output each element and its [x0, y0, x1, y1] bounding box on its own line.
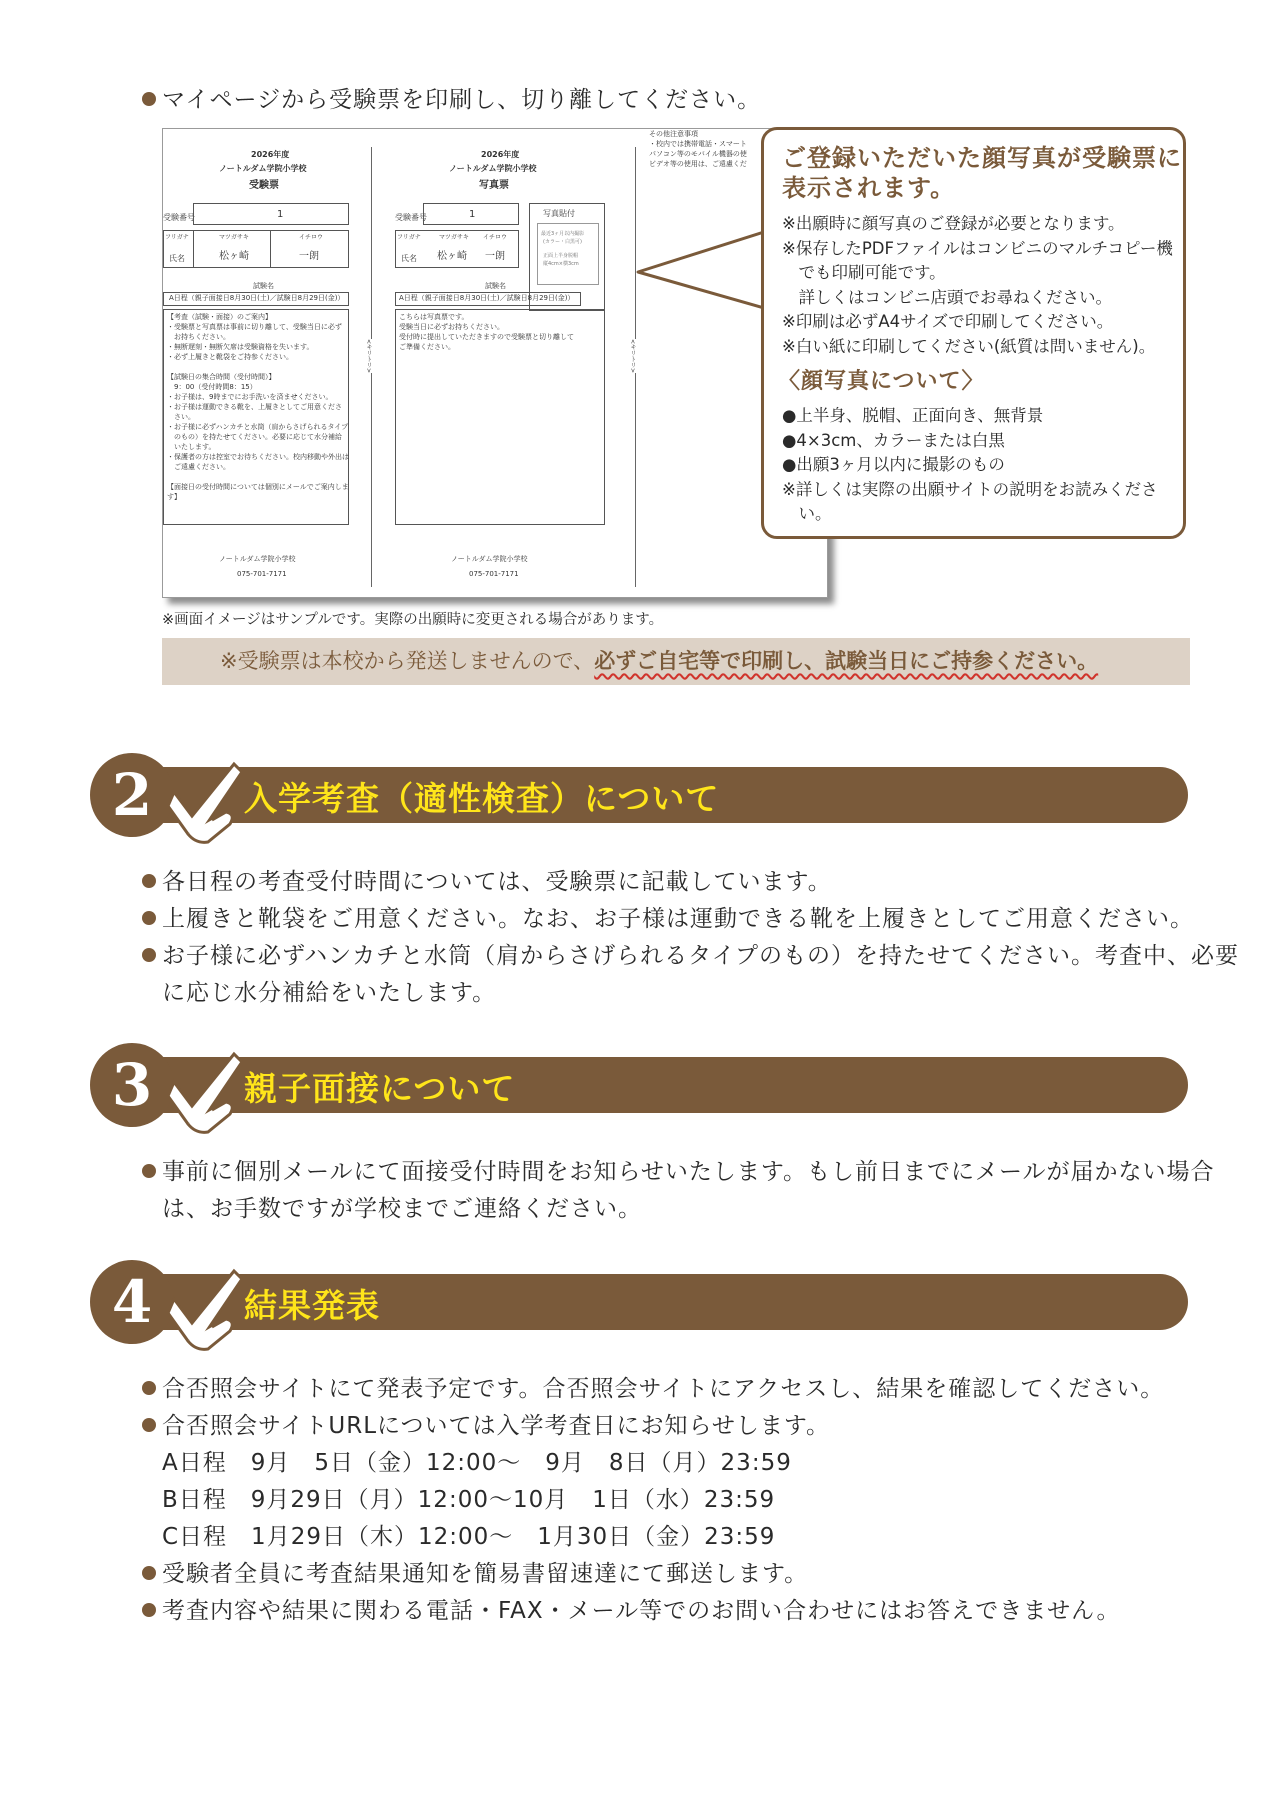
text-line: 【試験日の集合時間（受付時間）】: [167, 373, 276, 381]
bullet-dot-icon: [142, 911, 156, 925]
list-item: お子様に必ずハンカチと水筒（肩からさげられるタイプのもの）を持たせてください。考査中、必要: [142, 938, 1239, 975]
checkmark-hand-icon: [168, 1048, 246, 1138]
list-item: 受験者全員に考査結果通知を簡易書留速達にて郵送します。: [142, 1556, 808, 1593]
text-line: こちらは写真票です。: [399, 313, 469, 321]
text-line: 受付時に提出していただきますので受験票と切り離して: [399, 333, 574, 341]
text-line: その他注意事項: [649, 130, 698, 138]
text-line: ●出願3ヶ月以内に撮影のもの: [782, 455, 1005, 474]
text-line: ●4×3cm、カラーまたは白黒: [782, 430, 1005, 450]
ticket-school: ノートルダム学院小学校: [219, 164, 307, 173]
notice-text-emphasis: 必ずご自宅等で印刷し、試験当日にご持参ください。: [594, 649, 1099, 673]
schedule-a: A日程 9月 5日（金）12:00～ 9月 8日（月）23:59: [162, 1450, 792, 1476]
ticket-num-label: 受験番号: [163, 213, 195, 222]
list-item: 各日程の考査受付時間については、受験票に記載しています。: [142, 864, 832, 901]
ticket-year: 2026年度: [251, 150, 290, 159]
text-line: ※白い紙に印刷してください(紙質は問いません)。: [782, 336, 1156, 356]
text-line: 受験当日に必ずお持ちください。: [399, 323, 504, 331]
text-line: のもの）を持たせてください。必要に応じて水分補給: [167, 433, 342, 441]
photo-heading: 〈顔写真について〉: [778, 369, 985, 394]
ticket-num-box: [193, 203, 349, 225]
text-line: ※保存したPDFファイルはコンビニのマルチコピー機: [782, 238, 1173, 258]
list-item: 合否照会サイトにて発表予定です。合否照会サイトにアクセスし、結果を確認してください。: [142, 1371, 1164, 1408]
text-line: い。: [782, 504, 832, 523]
ticket-num: 1: [277, 209, 284, 220]
text-line: ※出願時に顔写真のご登録が必要となります。: [782, 214, 1125, 233]
schedule-b: B日程 9月29日（月）12:00～10月 1日（水）23:59: [162, 1487, 776, 1513]
text-line: パソコン等のモバイル機器の使: [649, 150, 747, 158]
list-item-continuation: は、お手数ですが学校までご連絡ください。: [162, 1196, 642, 1222]
text-line: ビデオ等の使用は、ご遠慮くだ: [649, 160, 747, 168]
schedule-c: C日程 1月29日（木）12:00～ 1月30日（金）23:59: [162, 1524, 776, 1550]
text-line: 詳しくはコンビニ店頭でお尋ねください。: [782, 287, 1112, 307]
text-line: ※印刷は必ずA4サイズで印刷してください。: [782, 312, 1114, 331]
text-line: ・受験票と写真票は事前に切り離して、受験当日に必ず: [167, 323, 342, 331]
text-line: [167, 472, 349, 482]
intro-bullet: マイページから受験票を印刷し、切り離してください。: [142, 82, 761, 119]
text-line: ご準備ください。: [399, 343, 455, 351]
notice-text-1: ※受験票は本校から発送しませんので、: [220, 649, 595, 673]
text-line: ・校内では携帯電話・スマート: [649, 140, 747, 148]
bubble-notes: [782, 212, 1173, 359]
section-4-title: 結果発表: [244, 1286, 380, 1325]
text-line: ご遠慮ください。: [167, 463, 230, 471]
text-line: [167, 362, 349, 372]
list-item: 合否照会サイトURLについては入学考査日にお知らせします。: [142, 1408, 830, 1445]
section-4-number: 4: [90, 1260, 174, 1344]
ticket-sample-image: 2026年度 ノートルダム学院小学校 受験票 受験番号 1 フリガナ マツガサキ イチロウ 氏名 松ヶ崎 一朗 試験名 A日程（親子面接日8月30日(土)／試験日8月29日(金)） 【考査（試験・面接）のご案内】 ・受験票と写真票は事前に切り離して、受験当日に必ず お持ちください。 ・無断遅刻・無断欠席は受験資格を失います。 ・必ず上履きと靴袋をご持参ください。 【試験日の集合時間（受付時間）】 9：00（受付時間8：15） ・お子様は、9時までにお手洗いを済ませください。 ・お子様は運動できる靴を、上履きとしてご用意くださ さい。 ・お子様に必ずハンカチと水筒（肩からさげられるタイプ のもの）を持たせてください。必要に応じて水分補給 いたします。 ・保護者の方は控室でお待ちください。校内移動や外出は ご遠慮ください。 【面接日の受付時間については個別にメールでご案内しま す】 ノートルダム学院小学校 075-701-7171 <キリトリ> 2026年度 ノートルダム学院小学校 写真票 受験番号 1 フリガナ マツガサキ イチロウ 氏名 松ヶ崎 一朗 写真貼付 最近3ヶ月以内撮影 (カラー・白黒可) 正面上半身脱帽 縦4cm×横3cm 試験名 A日程（親子面接日8月30日(土)／試験日8月29日(金)） こちらは写真票です。 受験当日に必ずお持ちください。 受付時に提出していただきますので受験票と切り離して ご準備ください。 ノートルダム学院小学校 075-701-7171 <キリトリ> その他注意事項 ・校内では携帯電話・スマート パソコン等のモバイル機器の使 ビデオ等の使用は、ご遠慮くだ: [162, 128, 828, 598]
bullet-dot-icon: [142, 1566, 156, 1580]
text-line: ・お子様は運動できる靴を、上履きとしてご用意くださ: [167, 403, 342, 411]
bubble-heading-line1: ご登録いただいた顔写真が受験票に: [782, 144, 1182, 172]
bubble-heading-line2: 表示されます。: [782, 174, 956, 202]
photo-ticket-title: 写真票: [479, 180, 509, 191]
bullet-dot-icon: [142, 1381, 156, 1395]
text-line: ●上半身、脱帽、正面向き、無背景: [782, 406, 1044, 425]
section-2-title: 入学考査（適性検査）について: [244, 779, 720, 818]
photo-info-bubble: [761, 127, 1186, 539]
text-line: 【面接日の受付時間については個別にメールでご案内しま: [167, 483, 349, 491]
text-line: お持ちください。: [167, 333, 230, 341]
bullet-dot-icon: [142, 92, 156, 106]
text-line: いたします。: [167, 443, 216, 451]
sample-note: ※画面イメージはサンプルです。実際の出願時に変更される場合があります。: [162, 612, 664, 628]
notice-bar: [162, 638, 1190, 685]
section-3-number: 3: [90, 1043, 174, 1127]
text-line: ・無断遅刻・無断欠席は受験資格を失います。: [167, 343, 314, 351]
text-line: でも印刷可能です。: [782, 263, 946, 282]
text-line: さい。: [167, 413, 195, 421]
section-3-title: 親子面接について: [244, 1069, 516, 1108]
text-line: ・必ず上履きと靴袋をご持参ください。: [167, 353, 293, 361]
ticket-exam: A日程（親子面接日8月30日(土)／試験日8月29日(金)）: [169, 294, 345, 302]
ticket-title: 受験票: [249, 180, 279, 191]
checkmark-hand-icon: [168, 758, 246, 848]
ticket-notes: [167, 312, 349, 502]
text-line: ・お子様に必ずハンカチと水筒（肩からさげられるタイプ: [167, 423, 349, 431]
list-item: 上履きと靴袋をご用意ください。なお、お子様は運動できる靴を上履きとしてご用意ください。: [142, 901, 1194, 938]
ticket-first-name: 一朗: [299, 251, 319, 262]
photo-ticket-notes: [399, 312, 574, 352]
list-item: 考査内容や結果に関わる電話・FAX・メール等でのお問い合わせにはお答えできません。: [142, 1593, 1121, 1630]
checkmark-hand-icon: [168, 1265, 246, 1355]
section-2-number: 2: [90, 753, 174, 837]
text-line: ※詳しくは実際の出願サイトの説明をお読みくださ: [782, 479, 1158, 499]
list-item-continuation: に応じ水分補給をいたします。: [162, 980, 497, 1006]
bullet-dot-icon: [142, 948, 156, 962]
text-line: す】: [167, 493, 181, 501]
list-item: 事前に個別メールにて面接受付時間をお知らせいたします。もし前日までにメールが届かない場合: [142, 1154, 1215, 1191]
bullet-dot-icon: [142, 1418, 156, 1432]
ticket-last-name: 松ヶ崎: [219, 251, 249, 262]
bullet-dot-icon: [142, 1164, 156, 1178]
text-line: ・保護者の方は控室でお待ちください。校内移動や外出は: [167, 453, 349, 461]
text-line: ・お子様は、9時までにお手洗いを済ませください。: [167, 393, 333, 401]
text-line: 【考査（試験・面接）のご案内】: [167, 313, 272, 321]
text-line: 9：00（受付時間8：15）: [167, 383, 257, 391]
bullet-dot-icon: [142, 1603, 156, 1617]
bubble-pointer: [630, 230, 770, 310]
bullet-dot-icon: [142, 874, 156, 888]
ticket-side-notes: [649, 129, 747, 169]
photo-requirements: [782, 404, 1158, 527]
